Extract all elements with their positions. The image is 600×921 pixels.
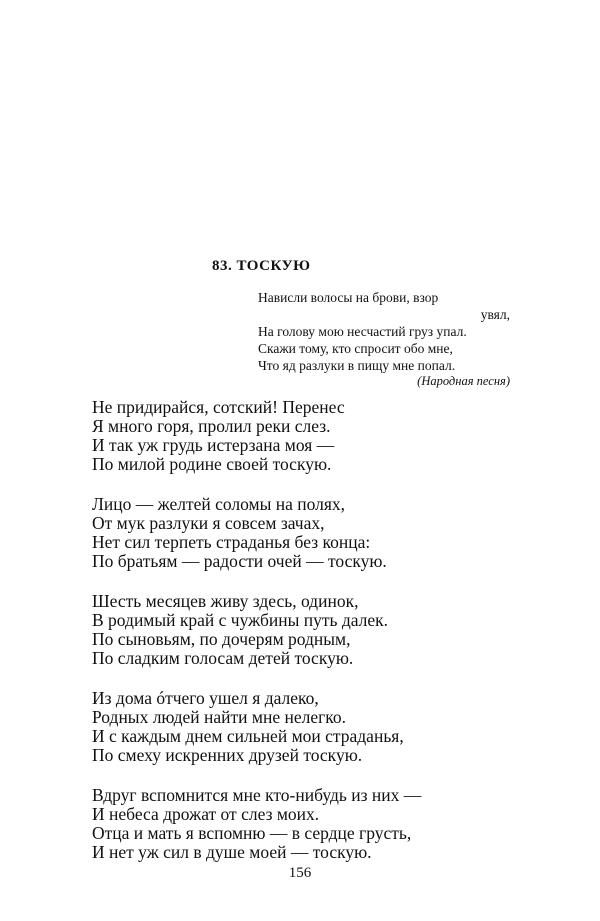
stanza	[92, 592, 572, 668]
poem-line: Родных людей найти мне нелегко.	[92, 707, 347, 727]
poem-line: В родимый край с чужбины путь далек.	[92, 610, 389, 630]
poem-line: И нет уж сил в душе моей — тоскую.	[92, 842, 372, 862]
stanza	[92, 689, 572, 765]
poem-line: Отца и мать я вспомню — в сердце грусть,	[92, 823, 412, 843]
epigraph-line: Скажи тому, кто спросит обо мне,	[258, 341, 453, 356]
page-number: 156	[288, 865, 312, 881]
poem-line: Из дома óтчего ушел я далеко,	[92, 688, 319, 708]
poem-line: Шесть месяцев живу здесь, одинок,	[92, 591, 359, 611]
poem-line: И небеса дрожат от слез моих.	[92, 804, 320, 824]
epigraph-line: увял,	[480, 307, 510, 322]
epigraph-line: Нависли волосы на брови, взор	[258, 290, 439, 305]
poem-line: И так уж грудь истерзана моя —	[92, 435, 335, 455]
epigraph-line: На голову мою несчастий груз упал.	[258, 324, 467, 339]
poem-line: По милой родине своей тоскую.	[92, 454, 332, 474]
poem-body	[92, 398, 572, 883]
poem-line: Не придирайся, сотский! Перенес	[92, 397, 345, 417]
stanza	[92, 495, 572, 571]
poem-line: Нет сил терпеть страданья без конца:	[92, 532, 371, 552]
poem-line: По смеху искренних друзей тоскую.	[92, 745, 363, 765]
poem-line: По сладким голосам детей тоскую.	[92, 648, 354, 668]
poem-line: Я много горя, пролил реки слез.	[92, 416, 331, 436]
stanza	[92, 786, 572, 862]
epigraph	[258, 289, 510, 374]
poem-line: И с каждым днем сильней мои страданья,	[92, 726, 404, 746]
poem-line: Лицо — желтей соломы на полях,	[92, 494, 346, 514]
stanza	[92, 398, 572, 474]
epigraph-source: (Народная песня)	[417, 374, 510, 388]
poem-title: 83. ТОСКУЮ	[212, 258, 311, 274]
poem-line: По братьям — радости очей — тоскую.	[92, 551, 387, 571]
epigraph-line: Что яд разлуки в пищу мне попал.	[258, 358, 456, 373]
poem-line: Вдруг вспомнится мне кто-нибудь из них —	[92, 785, 422, 805]
poem-line: По сыновьям, по дочерям родным,	[92, 629, 351, 649]
poem-line: От мук разлуки я совсем зачах,	[92, 513, 325, 533]
